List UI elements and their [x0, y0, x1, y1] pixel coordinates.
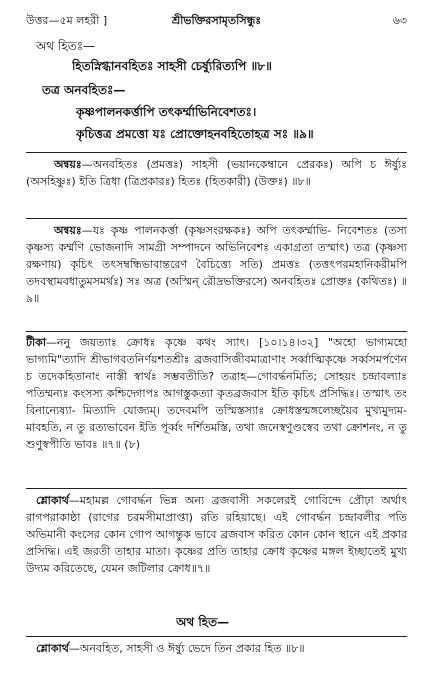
divider — [26, 218, 407, 219]
anvaya-8-text: —অনবহিতঃ (প্রমত্তঃ) সাহসী (ভয়ানকেম্বানে প্রেরকঃ) অপি চ ঈর্ষ্যুঃ (অসহিষ্ণুঃ) ইতি ত্রিধা (ত্রিপ্রকারঃ) হিতঃ (হিতকারী) (উক্তঃ) ॥৮॥ — [26, 158, 407, 188]
slokartha-8 — [26, 640, 407, 660]
page-number: ৬৩ — [392, 14, 407, 27]
anvaya-9-text: —যঃ কৃষ্ণ পালনকর্ত্তা (কৃষ্ণসংরক্ষকঃ) অপি তৎকর্ম্মাভি- নিবেশতঃ (তস্য কৃষ্ণস্য কর্ম্মণি ভোজনাদি সামগ্রী সম্পাদনে অভিনিবেশঃ একাগ্রতা তস্মাৎ) তত্র (কৃষ্ণস্য রক্ষণায়) কৃচিৎ তৎসম্বন্ধিভাবান্তরেণ বৈচিত্ত্যে সতি) প্রমত্তঃ (তত্তৎপরমহানিকরীমপি তদবস্থামবধাতুমসমর্থঃ) সঃ অত্র (অস্মিন্ রৌদ্রভক্তিরসে) অনবহিতঃ প্রোক্তঃ (কথিতঃ) ॥৯॥ — [26, 224, 407, 305]
tika-commentary — [26, 334, 407, 484]
slokartha-8-text: —অনবহিত, সাহসী ও ঈর্ষ্যু ভেদে তিন প্রকার হিত ॥৮॥ — [68, 642, 305, 655]
slokartha-7-text: —মহামল্ল গোবর্দ্ধন ভিন্ন অন্য ব্রজবাসী সকলেরই গোবিন্দে প্রৌঢ়া অর্থাৎ রাগপরাকাষ্ঠা (রাগের চরমসীমাপ্রাপ্তা) রতি রহিয়াছে। এই গোবর্দ্ধন চন্দ্রাবলীর পতি অভিমানী কংসের কোন গোপ আগন্তুক ভাবে ব্রজবাস করিত কোন কোন স্থানে এই প্রকার প্রসিদ্ধি। এই জরতী তাহার মাতা। কৃষ্ণের প্রতি তাহার ক্রোধ কৃষ্ণের মঙ্গল ইচ্ছাতেই মুখ্য উদ্যম করিতেছে, যেমন জটিলার ক্রোধ॥৭॥ — [26, 494, 407, 575]
divider — [26, 331, 407, 332]
verse-8-text: হিতস্নিগ্ধানবহিতঃ সাহসী চের্ষ্যুরিত্যপি ॥৮॥ — [72, 59, 272, 73]
anvaya-label: অন্বয়ঃ — [54, 158, 82, 171]
divider — [26, 488, 407, 489]
verse-9-line-2: কৃচিত্তত্র প্রমত্তো যঃ প্রোক্তোহনবহিতোহত্র সঃ ॥৯॥ — [76, 127, 314, 141]
tika-label: টীকা — [26, 336, 47, 349]
book-title: শ্রীভক্তিরসামৃতসিন্ধুঃ — [171, 14, 262, 27]
verse-9-line-1: কৃষ্ণপালনকর্ত্তাপি তৎকর্ম্মাভিনিবেশতঃ। — [76, 105, 257, 119]
slokartha-label: শ্লোকার্থ — [36, 494, 69, 507]
verse-lead-hita-2: অথ হিত— — [176, 615, 230, 629]
tika-text: —ননু জয়ত্যাঃ ক্রোধঃ কৃষ্ণে কথং স্যাৎ। [১০।১৪।৩২] "অহো ভাগ্যমহো ভাগ্যমি"ত্যাদি শ্রীভাগবতনির্ণয়শতশ্রীঃ ব্রজবাসিজীবমাত্রাণাং সর্ব্বাত্মিকৃষ্ণে সর্ব্বসমর্পণেন চ তদেকহিতানাং নাস্তী স্বার্থঃ সম্ভবতীতি? তত্রাহ—গোবর্দ্ধনমিতি; সোহয়ং চন্দ্রাবল্যাঃ পতিম্মন্যঃ কংসস্য কশ্চিদ্গোপঃ আগস্তুকত্যা কৃতব্রজবাস ইতি কৃচিৎ প্রসিদ্ধিঃ। তস্মাৎ তং বিনান্যেষ্যা- মিত্যাদি যোজ্যম্। তদেবমপি তস্মিস্তস্যাঃ ক্রোধস্তন্মঙ্গলেচ্ছয়ৈব মুখ্যমুদ্যম- মাবহতি, ন তু রত্যভাবেন ইতি পূর্ব্বং দর্শিতমস্তি, তথা জনেস্বণুণ্ডস্বেব তথা ক্রোশনং, ন তু শুণুস্বপীতি ভাবঃ ॥৭॥ (৮) — [26, 336, 407, 451]
slokartha-label: শ্লোকার্থ — [36, 642, 69, 655]
anvaya-label: অন্বয়ঃ — [54, 224, 82, 237]
verse-lead-hita: অথ হিতঃ— — [36, 39, 96, 53]
divider — [26, 636, 407, 637]
anvaya-8 — [26, 156, 407, 214]
running-header — [26, 12, 407, 30]
verse-lead-anavahita: তত্র অনবহিতঃ— — [42, 83, 126, 97]
divider — [26, 152, 407, 153]
slokartha-7 — [26, 492, 407, 610]
anvaya-9 — [26, 222, 407, 328]
chapter-label: উত্তর—৫ম লহরী ] — [26, 14, 108, 27]
